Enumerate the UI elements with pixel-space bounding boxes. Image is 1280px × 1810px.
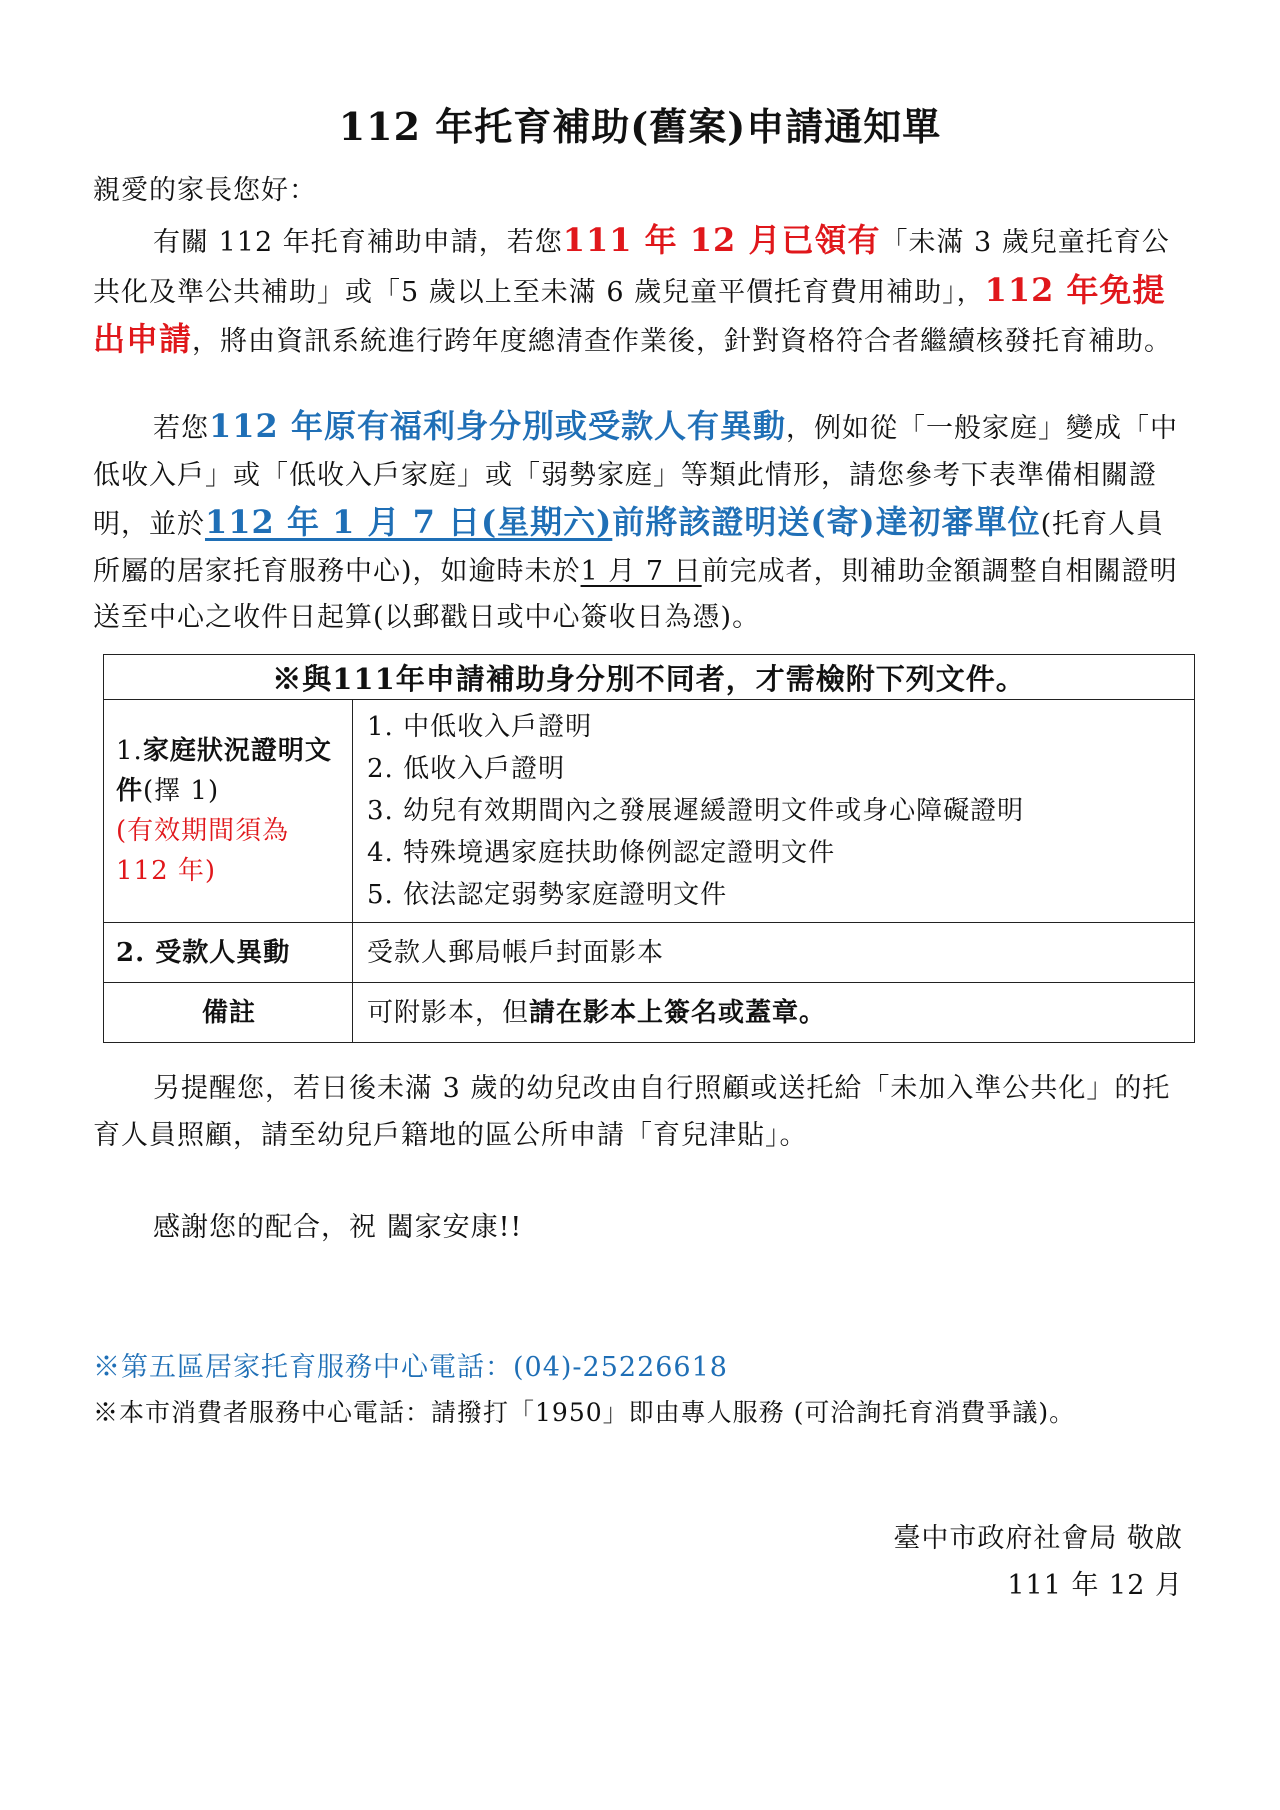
p2-underline-date: 1 月 7 日 (580, 555, 702, 587)
payee-change-label: 2. 受款人異動 (104, 923, 353, 983)
p1-text-1: 有關 112 年托育補助申請，若您 (153, 227, 563, 258)
family-status-validity: (有效期間須為 112 年) (116, 816, 290, 886)
issue-date: 111 年 12 月 (1007, 1570, 1183, 1601)
table-header-row (104, 655, 1195, 700)
payee-change-document: 受款人郵局帳戶封面影本 (353, 923, 1195, 983)
signature: 臺中市政府社會局 敬啟 (893, 1523, 1183, 1554)
greeting: 親愛的家長您好： (93, 175, 317, 206)
p2-highlight-deadline: 112 年 1 月 7 日(星期六) (205, 503, 613, 541)
paragraph-reminder: 另提醒您，若日後未滿 3 歲的幼兒改由自行照顧或送托給「未加入準公共化」的托育人員照顧，請至幼兒戶籍地的區公所申請「育兒津貼」。 (93, 1073, 1171, 1151)
family-status-title: 家庭狀況證明文件 (116, 736, 332, 806)
remarks-label: 備註 (104, 983, 353, 1043)
p2-text-3: (托育人員所屬的居家托育服務中心)，如逾時未於 (93, 509, 1165, 587)
remarks-bold: 請在影本上簽名或蓋章。 (529, 997, 827, 1028)
consumer-center-phone: ※本市消費者服務中心電話：請撥打「1950」即由專人服務 (可洽詢托育消費爭議)。 (93, 1398, 1076, 1427)
remarks-content (353, 983, 1195, 1043)
p2-highlight-change: 112 年原有福利身分別或受款人有異動 (209, 407, 786, 445)
p2-text-1: 若您 (153, 413, 209, 444)
list-item: 1. 中低收入戶證明 (367, 712, 593, 742)
list-item: 2. 低收入戶證明 (367, 754, 566, 784)
paragraph-status-change (93, 403, 1183, 642)
p1-text-2: 「未滿 3 歲兒童托育公共化及準公共補助」或「5 歲以上至未滿 6 歲兒童平價托育費用補助」， (93, 227, 1170, 308)
list-item: 5. 依法認定弱勢家庭證明文件 (367, 880, 728, 910)
p1-text-3: ，將由資訊系統進行跨年度總清查作業後，針對資格符合者繼續核發托育補助。 (192, 326, 1173, 357)
table-header: ※與111年申請補助身分別不同者，才需檢附下列文件。 (104, 655, 1195, 700)
table-row-payee-change (104, 923, 1195, 983)
table-row-remarks (104, 983, 1195, 1043)
paragraph-thanks: 感謝您的配合，祝 闔家安康!! (153, 1212, 523, 1243)
table-row-family-status (104, 700, 1195, 923)
family-status-choose: (擇 1) (143, 776, 220, 806)
p2-highlight-submit: 前將該證明送(寄)達初審單位 (612, 503, 1041, 541)
p2-text-2: ，例如從「一般家庭」變成「中低收入戶」或「低收入戶家庭」或「弱勢家庭」等類此情形，請您參考下表準備相關證明，並於 (93, 413, 1178, 540)
list-item: 3. 幼兒有效期間內之發展遲緩證明文件或身心障礙證明 (367, 796, 1025, 826)
signature-block (893, 1515, 1183, 1609)
page-title: 112 年托育補助(舊案)申請通知單 (338, 104, 942, 149)
p1-highlight-received: 111 年 12 月已領有 (562, 221, 881, 259)
p2-text-4: 前完成者，則補助金額調整自相關證明送至中心之收件日起算(以郵戳日或中心簽收日為憑)。 (93, 555, 1178, 633)
p1-highlight-exempt: 112 年免提出申請 (93, 270, 1166, 358)
required-documents-table (103, 654, 1195, 1043)
family-status-num: 1. (116, 736, 143, 766)
contact-center-phone: ※第五區居家托育服務中心電話：(04)-25226618 (93, 1352, 728, 1383)
family-status-label (104, 700, 353, 923)
remarks-plain: 可附影本，但 (367, 997, 530, 1028)
paragraph-existing-subsidy (93, 217, 1183, 366)
family-status-documents (353, 700, 1195, 923)
list-item: 4. 特殊境遇家庭扶助條例認定證明文件 (367, 838, 836, 868)
